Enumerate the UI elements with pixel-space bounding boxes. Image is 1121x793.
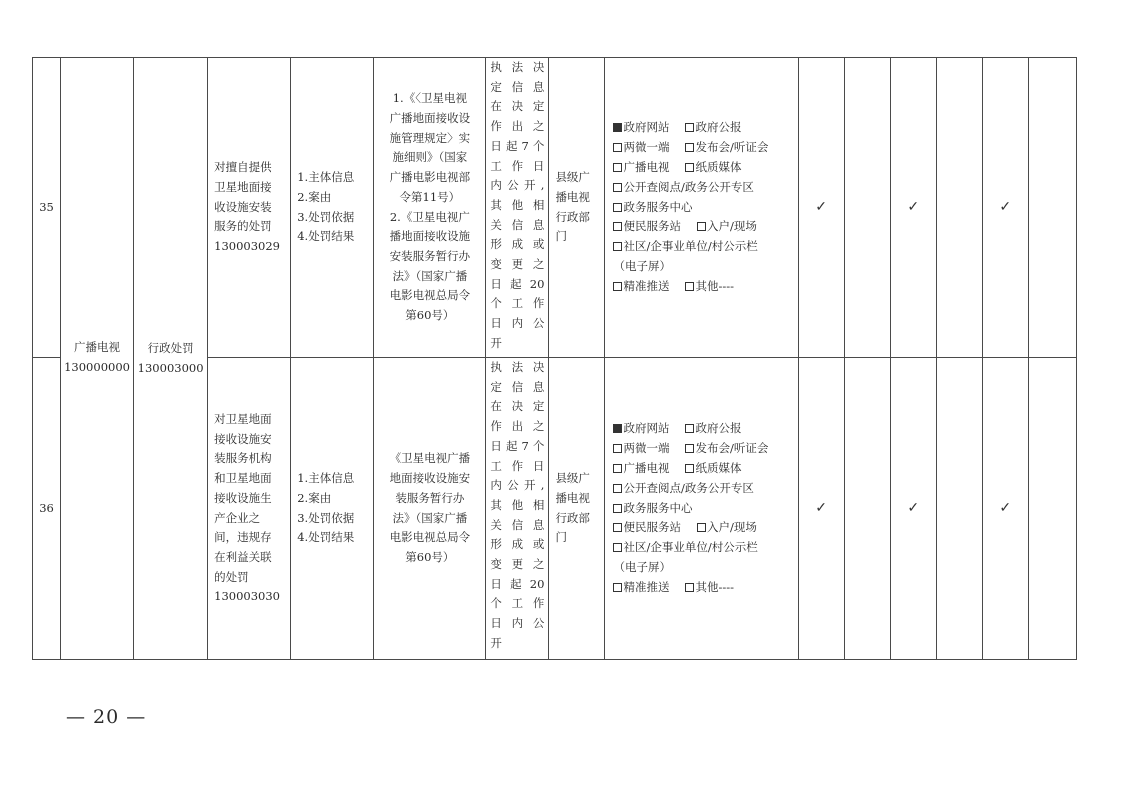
page-number: — 20 —: [66, 706, 147, 728]
channel-line: [613, 439, 793, 459]
text-line: 个工作: [490, 296, 545, 311]
text-line: 收设施安装: [214, 199, 272, 214]
text-line: 关信息: [490, 517, 545, 532]
checkbox-icon: [613, 183, 622, 192]
item-cell: [208, 58, 291, 358]
timeline-cell: [486, 358, 549, 660]
text-line: 安装服务暂行办: [389, 248, 471, 263]
channel-label: 政府网站: [623, 120, 670, 135]
channel-label: 两微一端: [623, 441, 670, 456]
row-index: 35: [33, 58, 61, 358]
channel-line: [613, 558, 793, 578]
channel-label: 两微一端: [623, 140, 670, 155]
channel-label: 政府网站: [623, 421, 670, 436]
subcategory-code: 130003000: [137, 360, 204, 375]
text-line: 作出之: [490, 119, 545, 134]
channel-line: [613, 499, 793, 519]
text-line: 2.《卫星电视广: [389, 209, 470, 224]
check-mark: ✓: [982, 358, 1028, 660]
text-line: 变更之: [490, 257, 545, 272]
checkbox-icon: [613, 282, 622, 291]
text-line: 对卫星地面: [214, 411, 272, 426]
text-line: 日起7个: [490, 138, 545, 153]
text-line: 工作日: [490, 158, 545, 173]
channel-line: [613, 538, 793, 558]
channel-label: 其他----: [695, 278, 735, 293]
channel-label: 政府公报: [695, 421, 742, 436]
text-line: 门: [555, 530, 567, 545]
text-line: 130003030: [214, 589, 280, 604]
text-line: 定信息: [490, 79, 545, 94]
text-line: 对擅自提供: [214, 160, 272, 175]
channel-line: [613, 178, 793, 198]
channel-label: 政府公报: [695, 120, 742, 135]
channel-label: 政务服务中心: [623, 500, 693, 515]
empty-cell: [1028, 58, 1076, 358]
channel-label: 纸质媒体: [695, 160, 742, 174]
text-line: 内公开,: [490, 478, 545, 493]
channel-label: 入户/现场: [706, 520, 757, 535]
channel-label: 发布会/听证会: [695, 441, 769, 456]
channel-label: 社区/企事业单位/村公示栏: [623, 239, 758, 254]
text-line: 2.案由: [297, 189, 332, 204]
subject-cell: [549, 58, 605, 358]
channel-line: [613, 158, 793, 178]
subcategory-cell: [134, 58, 208, 660]
checkbox-icon: [613, 464, 622, 473]
category-name: 广播电视: [74, 339, 121, 354]
text-line: 广播地面接收设: [389, 110, 471, 125]
text-line: 施细则》（国家: [392, 150, 468, 165]
basis-cell: [374, 58, 486, 358]
checkbox-icon: [613, 523, 622, 532]
text-line: 接收设施生: [214, 490, 272, 505]
text-line: 行政部: [555, 209, 590, 224]
text-line: 形成或: [490, 237, 545, 252]
channel-line: [613, 419, 793, 439]
text-line: 第60号）: [405, 308, 455, 323]
text-line: 法》（国家广播: [392, 268, 468, 283]
channel-line: [613, 217, 793, 237]
text-line: 播地面接收设施: [389, 229, 471, 244]
empty-cell: [844, 58, 890, 358]
channel-label: 政务服务中心: [623, 199, 693, 214]
text-line: 装服务暂行办: [395, 490, 465, 505]
channel-label: 广播电视: [623, 160, 670, 174]
checkbox-icon: [613, 242, 622, 251]
channel-line: [613, 257, 793, 277]
channel-label: （电子屏）: [613, 258, 671, 273]
checkbox-icon: [613, 444, 622, 453]
channel-line: [613, 578, 793, 598]
checkbox-icon: [613, 143, 622, 152]
text-line: 4.处罚结果: [297, 530, 355, 545]
text-line: 日起20: [490, 576, 545, 591]
channel-line: [613, 237, 793, 257]
empty-cell: [936, 58, 982, 358]
text-line: 工作日: [490, 458, 545, 473]
checkbox-icon: [613, 163, 622, 172]
timeline-cell: [486, 58, 549, 358]
checkbox-icon: [685, 464, 694, 473]
text-line: 开: [490, 635, 502, 650]
text-line: 变更之: [490, 557, 545, 572]
text-line: 在利益关联: [214, 549, 272, 564]
category-cell: [61, 58, 134, 660]
checkbox-icon: [697, 523, 706, 532]
table-row: [33, 58, 1077, 358]
text-line: 1.主体信息: [297, 170, 355, 185]
basis-cell: [374, 358, 486, 660]
channel-label: 便民服务站: [623, 520, 681, 535]
check-mark: ✓: [982, 58, 1028, 358]
checkbox-icon: [613, 484, 622, 493]
text-line: 法》（国家广播: [392, 510, 468, 525]
subject-cell: [549, 358, 605, 660]
channels-cell: [605, 58, 798, 358]
text-line: 日内公: [490, 616, 545, 631]
channel-label: 广播电视: [623, 461, 670, 475]
check-mark: ✓: [890, 58, 936, 358]
channel-line: [613, 138, 793, 158]
channel-label: 发布会/听证会: [695, 140, 769, 155]
checkbox-icon: [613, 583, 622, 592]
text-line: 《卫星电视广播: [389, 451, 471, 466]
category-code: 130000000: [64, 359, 130, 374]
channel-label: （电子屏）: [613, 559, 671, 574]
text-line: 形成或: [490, 537, 545, 552]
checkbox-icon: [685, 583, 694, 592]
check-mark: ✓: [890, 358, 936, 660]
text-line: 在决定: [490, 399, 545, 414]
checkbox-icon: [613, 504, 622, 513]
text-line: 播电视: [555, 490, 590, 505]
checkbox-icon: [685, 444, 694, 453]
check-mark: ✓: [798, 358, 844, 660]
text-line: 电影电视总局令: [389, 530, 471, 545]
text-line: 广播电影电视部: [389, 170, 471, 185]
checkbox-icon: [613, 543, 622, 552]
checkbox-icon: [685, 282, 694, 291]
text-line: 1.主体信息: [297, 471, 355, 486]
checkbox-icon: [685, 143, 694, 152]
text-line: 内公开,: [490, 178, 545, 193]
text-line: 在决定: [490, 99, 545, 114]
text-line: 其他相: [490, 197, 545, 212]
channel-line: [613, 479, 793, 499]
text-line: 4.处罚结果: [297, 229, 355, 244]
text-line: 日内公: [490, 316, 545, 331]
text-line: 的处罚: [214, 569, 249, 584]
channel-label: 社区/企事业单位/村公示栏: [623, 540, 758, 555]
text-line: 3.处罚依据: [297, 209, 355, 224]
channel-label: 公开查阅点/政务公开专区: [623, 480, 754, 495]
text-line: 执法决: [490, 360, 545, 374]
text-line: 电影电视总局令: [389, 288, 471, 303]
text-line: 接收设施安: [214, 431, 272, 446]
item-cell: [208, 358, 291, 660]
channel-line: [613, 518, 793, 538]
text-line: 服务的处罚: [214, 219, 272, 234]
text-line: 卫星地面接: [214, 179, 272, 194]
channel-label: 入户/现场: [706, 219, 757, 234]
checkbox-icon: [685, 424, 694, 433]
text-line: 施管理规定〉实: [389, 130, 471, 145]
text-line: 130003029: [214, 239, 280, 254]
checked-box-icon: [613, 123, 622, 132]
text-line: 和卫星地面: [214, 471, 272, 486]
channel-label: 精准推送: [623, 278, 670, 293]
text-line: 令第11号）: [399, 189, 461, 204]
text-line: 间，违规存: [214, 530, 272, 545]
text-line: 产企业之: [214, 510, 261, 525]
row-index: 36: [33, 358, 61, 660]
content-cell: [291, 58, 374, 358]
text-line: 其他相: [490, 497, 545, 512]
channel-line: [613, 277, 793, 297]
text-line: 日起7个: [490, 438, 545, 453]
text-line: 装服务机构: [214, 451, 272, 466]
channel-line: [613, 198, 793, 218]
subcategory-name: 行政处罚: [147, 340, 194, 355]
checkbox-icon: [613, 222, 622, 231]
text-line: 2.案由: [297, 490, 332, 505]
empty-cell: [936, 358, 982, 660]
text-line: 3.处罚依据: [297, 510, 355, 525]
channels-cell: [605, 358, 798, 660]
text-line: 门: [555, 229, 567, 244]
text-line: 1.《〈卫星电视: [392, 91, 467, 106]
text-line: 个工作: [490, 596, 545, 611]
text-line: 执法决: [490, 60, 545, 74]
text-line: 关信息: [490, 217, 545, 232]
disclosure-table: [32, 57, 1077, 660]
channel-label: 纸质媒体: [695, 461, 742, 475]
content-cell: [291, 358, 374, 660]
channel-label: 其他----: [695, 579, 735, 594]
text-line: 定信息: [490, 379, 545, 394]
text-line: 第60号）: [405, 549, 455, 564]
text-line: 日起20: [490, 276, 545, 291]
channel-label: 便民服务站: [623, 219, 681, 234]
empty-cell: [844, 358, 890, 660]
text-line: 作出之: [490, 419, 545, 434]
text-line: 行政部: [555, 510, 590, 525]
checkbox-icon: [685, 123, 694, 132]
empty-cell: [1028, 358, 1076, 660]
channel-label: 公开查阅点/政务公开专区: [623, 179, 754, 194]
text-line: 县级广: [555, 170, 590, 185]
checked-box-icon: [613, 424, 622, 433]
channel-line: [613, 118, 793, 138]
check-mark: ✓: [798, 58, 844, 358]
channel-label: 精准推送: [623, 579, 670, 594]
text-line: 县级广: [555, 471, 590, 486]
channel-line: [613, 459, 793, 479]
checkbox-icon: [685, 163, 694, 172]
checkbox-icon: [697, 222, 706, 231]
checkbox-icon: [613, 203, 622, 212]
text-line: 播电视: [555, 189, 590, 204]
text-line: 开: [490, 335, 502, 350]
text-line: 地面接收设施安: [389, 471, 471, 486]
